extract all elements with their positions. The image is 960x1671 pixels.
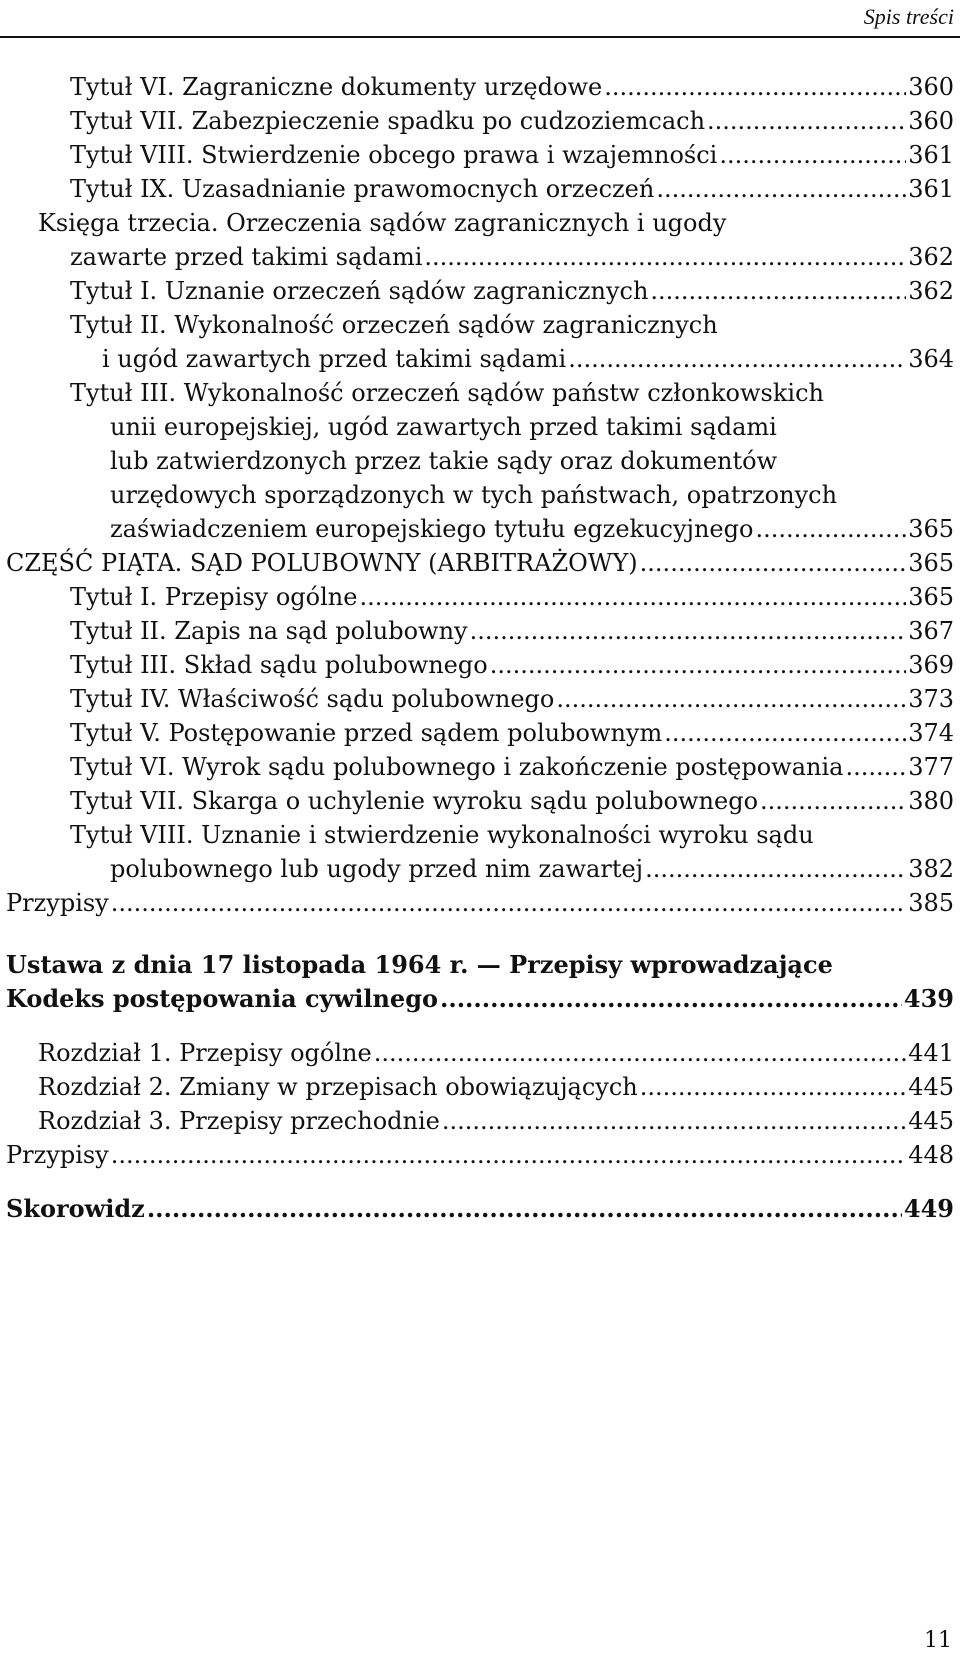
toc-entry [6,716,954,750]
toc-entry-title-line: Tytuł VII. Skarga o uchylenie wyroku sądu polubownego [70,787,759,815]
toc-entry-title-line: lub zatwierdzonych przez takie sądy oraz dokumentów [110,447,778,475]
toc-entry [6,948,954,1016]
toc-entry [6,648,954,682]
toc-entry [6,172,954,206]
dot-leader [845,750,906,784]
toc-entry [6,818,954,886]
dot-leader [556,682,906,716]
dot-leader [640,1070,906,1104]
toc-entry-page: 369 [908,651,954,679]
toc-entry-page: 385 [908,889,954,917]
dot-leader [490,648,906,682]
toc-entry [6,1138,954,1172]
toc-entry-title-line: CZĘŚĆ PIĄTA. SĄD POLUBOWNY (ARBITRAŻOWY) [6,549,638,577]
running-header [0,0,960,38]
toc-entry-title-line: Rozdział 3. Przepisy przechodnie [38,1107,440,1135]
dot-leader [147,1192,902,1226]
toc-entry [6,580,954,614]
dot-leader [442,1104,906,1138]
dot-leader [568,342,906,376]
toc-entry-page: 362 [908,277,954,305]
dot-leader [470,614,907,648]
toc-entry-title-line: Tytuł VI. Zagraniczne dokumenty urzędowe [70,73,603,101]
toc-entry-page: 364 [908,345,954,373]
toc-entry-title-line: Tytuł VIII. Uznanie i stwierdzenie wykonalności wyroku sądu [70,821,814,849]
toc-entry-title-line: Rozdział 2. Zmiany w przepisach obowiązujących [38,1073,638,1101]
toc-entry-title-line: Księga trzecia. Orzeczenia sądów zagranicznych i ugody [38,209,727,237]
toc-entry [6,614,954,648]
dot-leader [719,138,906,172]
toc-entry-title-line: Przypisy [6,889,109,917]
toc-entry [6,546,954,580]
toc-entry [6,682,954,716]
toc-entry-page: 360 [908,107,954,135]
toc-entry-title-line: Tytuł IV. Właściwość sądu polubownego [70,685,555,713]
toc-entry [6,376,954,546]
toc-entry-page: 361 [908,141,954,169]
toc-entry-title-line: Tytuł III. Wykonalność orzeczeń sądów państw członkowskich [70,379,824,407]
toc-entry [6,104,954,138]
toc-entry-page: 439 [903,984,954,1013]
toc-entry [6,750,954,784]
toc-entry-title-line: Tytuł I. Przepisy ogólne [70,583,358,611]
toc-entry-page: 449 [903,1194,954,1223]
toc-entry [6,784,954,818]
table-of-contents [6,70,954,1226]
toc-entry-page: 448 [908,1141,954,1169]
dot-leader [707,104,906,138]
toc-entry [6,308,954,376]
toc-entry-page: 382 [908,855,954,883]
dot-leader [664,716,906,750]
dot-leader [424,240,906,274]
dot-leader [760,784,906,818]
toc-entry-title-line: Przypisy [6,1141,109,1169]
toc-entry-title-line: urzędowych sporządzonych w tych państwach, opatrzonych [110,481,838,509]
toc-entry-title-line: i ugód zawartych przed takimi sądami [102,345,567,373]
toc-entry-title-line: polubownego lub ugody przed nim zawartej [110,855,644,883]
toc-entry [6,206,954,274]
toc-entry-title-line: unii europejskiej, ugód zawartych przed takimi sądami [110,413,777,441]
dot-leader [656,172,906,206]
toc-entry-page: 360 [908,73,954,101]
toc-entry-page: 365 [908,515,954,543]
toc-entry-page: 362 [908,243,954,271]
toc-entry [6,138,954,172]
dot-leader [374,1036,906,1070]
toc-entry-page: 377 [908,753,954,781]
toc-entry-page: 374 [908,719,954,747]
dot-leader [640,546,907,580]
toc-entry-title-line: Tytuł VIII. Stwierdzenie obcego prawa i wzajemności [70,141,718,169]
toc-entry-page: 367 [908,617,954,645]
toc-entry-title-line: Skorowidz [6,1194,145,1223]
toc-entry-title-line: Tytuł II. Wykonalność orzeczeń sądów zagranicznych [70,311,718,339]
toc-entry-page: 365 [908,583,954,611]
dot-leader [111,886,906,920]
dot-leader [755,512,906,546]
toc-entry-title-line: Tytuł I. Uznanie orzeczeń sądów zagranicznych [70,277,649,305]
toc-entry-page: 373 [908,685,954,713]
toc-entry-title-line: Tytuł VII. Zabezpieczenie spadku po cudzoziemcach [70,107,706,135]
dot-leader [359,580,906,614]
toc-entry [6,1036,954,1070]
dot-leader [650,274,906,308]
toc-entry-page: 445 [908,1073,954,1101]
toc-entry-title-line: Tytuł II. Zapis na sąd polubowny [70,617,468,645]
dot-leader [604,70,906,104]
toc-entry-title-line: Tytuł IX. Uzasadnianie prawomocnych orzeczeń [70,175,655,203]
toc-entry-title-line: Tytuł VI. Wyrok sądu polubownego i zakończenie postępowania [70,753,844,781]
toc-entry-title-line: Ustawa z dnia 17 listopada 1964 r. — Przepisy wprowadzające [6,950,833,979]
header-title: Spis treści [863,4,954,29]
toc-entry [6,1104,954,1138]
toc-entry-title-line: Rozdział 1. Przepisy ogólne [38,1039,372,1067]
dot-leader [645,852,906,886]
toc-entry-page: 380 [908,787,954,815]
toc-entry-title-line: zawarte przed takimi sądami [70,243,423,271]
toc-entry-title-line: zaświadczeniem europejskiego tytułu egzekucyjnego [110,515,754,543]
toc-entry-title-line: Kodeks postępowania cywilnego [6,984,438,1013]
toc-entry [6,1070,954,1104]
toc-entry [6,274,954,308]
dot-leader [440,982,902,1016]
page-number: 11 [924,1628,952,1653]
dot-leader [111,1138,906,1172]
toc-entry [6,886,954,920]
toc-entry-page: 445 [908,1107,954,1135]
toc-entry [6,70,954,104]
toc-entry-page: 441 [908,1039,954,1067]
toc-entry-title-line: Tytuł III. Skład sądu polubownego [70,651,488,679]
toc-entry-page: 365 [908,549,954,577]
toc-entry-page: 361 [908,175,954,203]
toc-entry [6,1192,954,1226]
toc-entry-title-line: Tytuł V. Postępowanie przed sądem polubownym [70,719,663,747]
